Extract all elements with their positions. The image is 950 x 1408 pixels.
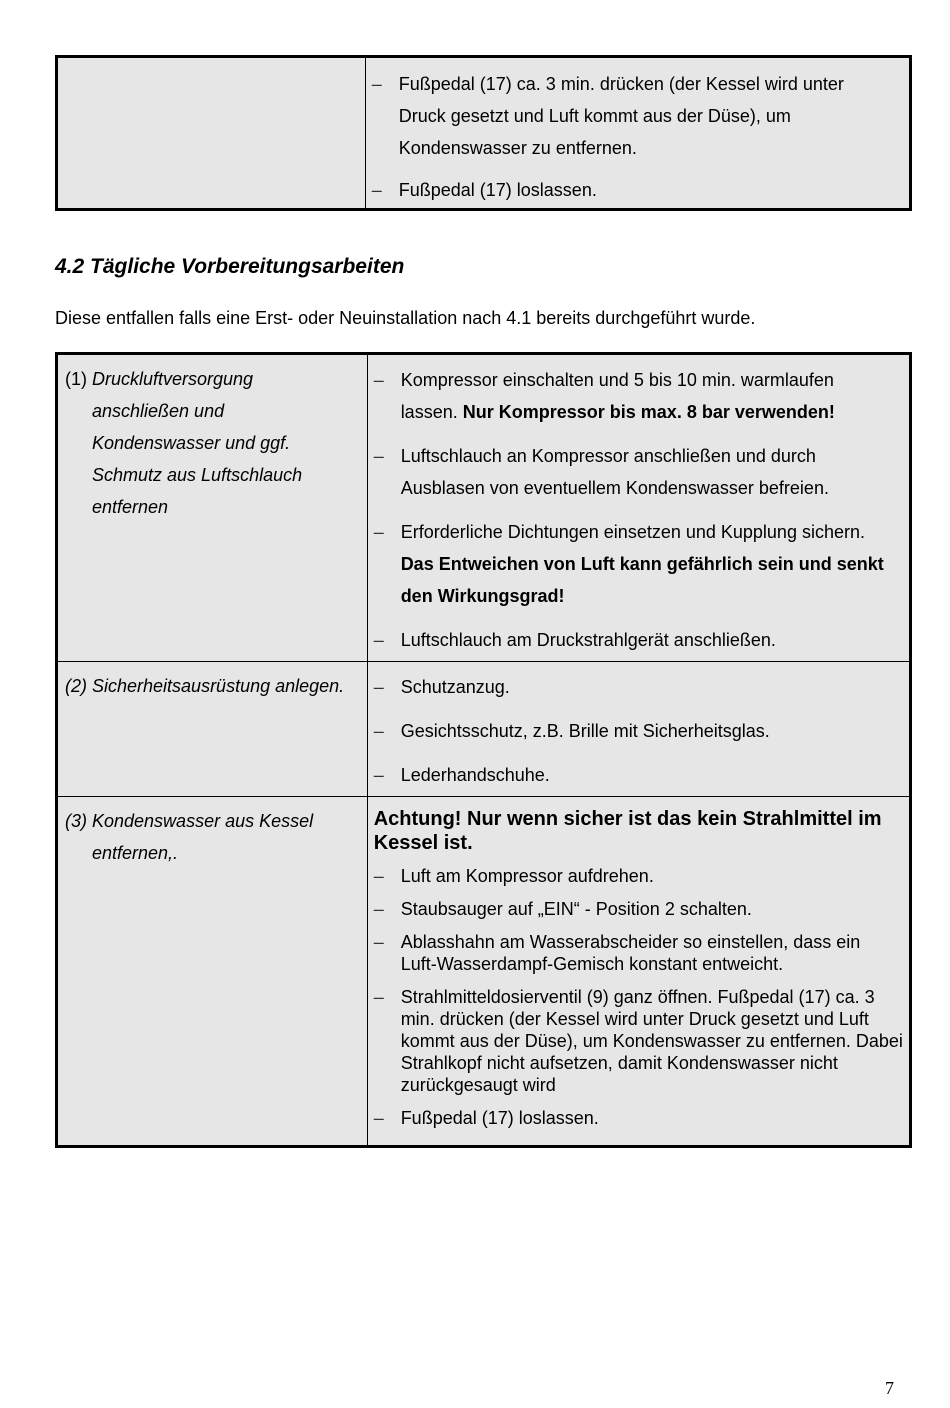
page-number: 7 <box>885 1378 894 1398</box>
dash-icon: – <box>373 370 384 390</box>
section-heading: 4.2 Tägliche Vorbereitungsarbeiten <box>55 255 405 278</box>
dash-icon: – <box>373 446 384 466</box>
list-item: – Fußpedal (17) ca. 3 min. drücken (der Kessel wird unter Druck gesetzt und Luft kommt aus der Düse), um Kondenswasser zu entfernen. <box>366 68 909 164</box>
dash-icon: – <box>373 932 384 952</box>
list-item: – Gesichtsschutz, z.B. Brille mit Sicherheitsglas. <box>368 715 909 747</box>
list-item: – Staubsauger auf „EIN“ - Position 2 schalten. <box>373 899 752 919</box>
dash-icon: – <box>373 866 384 886</box>
step-number: (1) <box>65 369 87 389</box>
list-item: – Fußpedal (17) loslassen. <box>366 174 909 206</box>
dash-icon: – <box>373 899 384 919</box>
table-row <box>57 354 911 662</box>
procedure-table <box>55 352 912 1148</box>
list-item: – Kompressor einschalten und 5 bis 10 min. warmlaufen lassen. Nur Kompressor bis max. 8 bar verwenden! <box>368 364 909 428</box>
list-item: – Ablasshahn am Wasserabscheider so einstellen, dass ein Luft-Wasserdampf-Gemisch konstant entweicht. <box>373 932 861 974</box>
section-intro: Diese entfallen falls eine Erst- oder Neuinstallation nach 4.1 bereits durchgeführt wurde. <box>55 308 756 328</box>
instructions-cell <box>367 662 910 797</box>
list-item: – Erforderliche Dichtungen einsetzen und Kupplung sichern. Das Entweichen von Luft kann gefährlich sein und senkt den Wirkungsgrad! <box>368 516 909 612</box>
continuation-cell <box>365 57 910 210</box>
list-item: – Schutzanzug. <box>368 671 909 703</box>
dash-icon: – <box>373 522 384 542</box>
dash-icon: – <box>371 74 382 94</box>
list-item: – Strahlmitteldosierventil (9) ganz öffnen. Fußpedal (17) ca. 3 min. drücken (der Kessel wird unter Druck gesetzt und Luft kommt aus der Düse), um Kondenswasser zu entfernen. Dabei Strahlkopf nicht aufsetzen, damit Kondenswasser nicht zurückgesaugt wird <box>373 987 903 1095</box>
step-label: (1) Druckluftversorgung anschließen und Kondenswasser und ggf. Schmutz aus Luftschlauch entfernen <box>58 363 367 523</box>
dash-icon: – <box>373 721 384 741</box>
dash-icon: – <box>373 1108 384 1128</box>
warning-heading: Achtung! Nur wenn sicher ist das kein Strahlmittel im Kessel ist. <box>373 808 882 854</box>
list-item: – Luftschlauch am Druckstrahlgerät anschließen. <box>368 624 909 656</box>
list-item: – Luft am Kompressor aufdrehen. <box>373 866 654 886</box>
step-label: (3) Kondenswasser aus Kessel entfernen,. <box>58 805 367 869</box>
dash-icon: – <box>371 180 382 200</box>
warning-text: Nur Kompressor bis max. 8 bar verwenden! <box>462 402 835 422</box>
step-number: (3) <box>65 811 87 831</box>
dash-icon: – <box>373 630 384 650</box>
instructions-cell <box>367 797 910 1147</box>
continuation-table <box>55 55 912 211</box>
dash-icon: – <box>373 765 384 785</box>
warning-text: Das Entweichen von Luft kann gefährlich sein und senkt den Wirkungsgrad! <box>400 554 884 606</box>
table-row <box>57 662 911 797</box>
step-cell <box>57 797 368 1147</box>
step-label: (2) Sicherheitsausrüstung anlegen. <box>58 670 367 702</box>
list-item: – Fußpedal (17) loslassen. <box>373 1108 599 1128</box>
dash-icon: – <box>373 987 384 1007</box>
instructions-cell <box>367 354 910 662</box>
step-cell <box>57 354 368 662</box>
list-item: – Luftschlauch an Kompressor anschließen und durch Ausblasen von eventuellem Kondenswasser befreien. <box>368 440 909 504</box>
table-row <box>57 797 911 1147</box>
step-cell <box>57 662 368 797</box>
empty-cell <box>57 57 366 210</box>
dash-icon: – <box>373 677 384 697</box>
step-number: (2) <box>65 676 87 696</box>
list-item: – Lederhandschuhe. <box>368 759 909 791</box>
